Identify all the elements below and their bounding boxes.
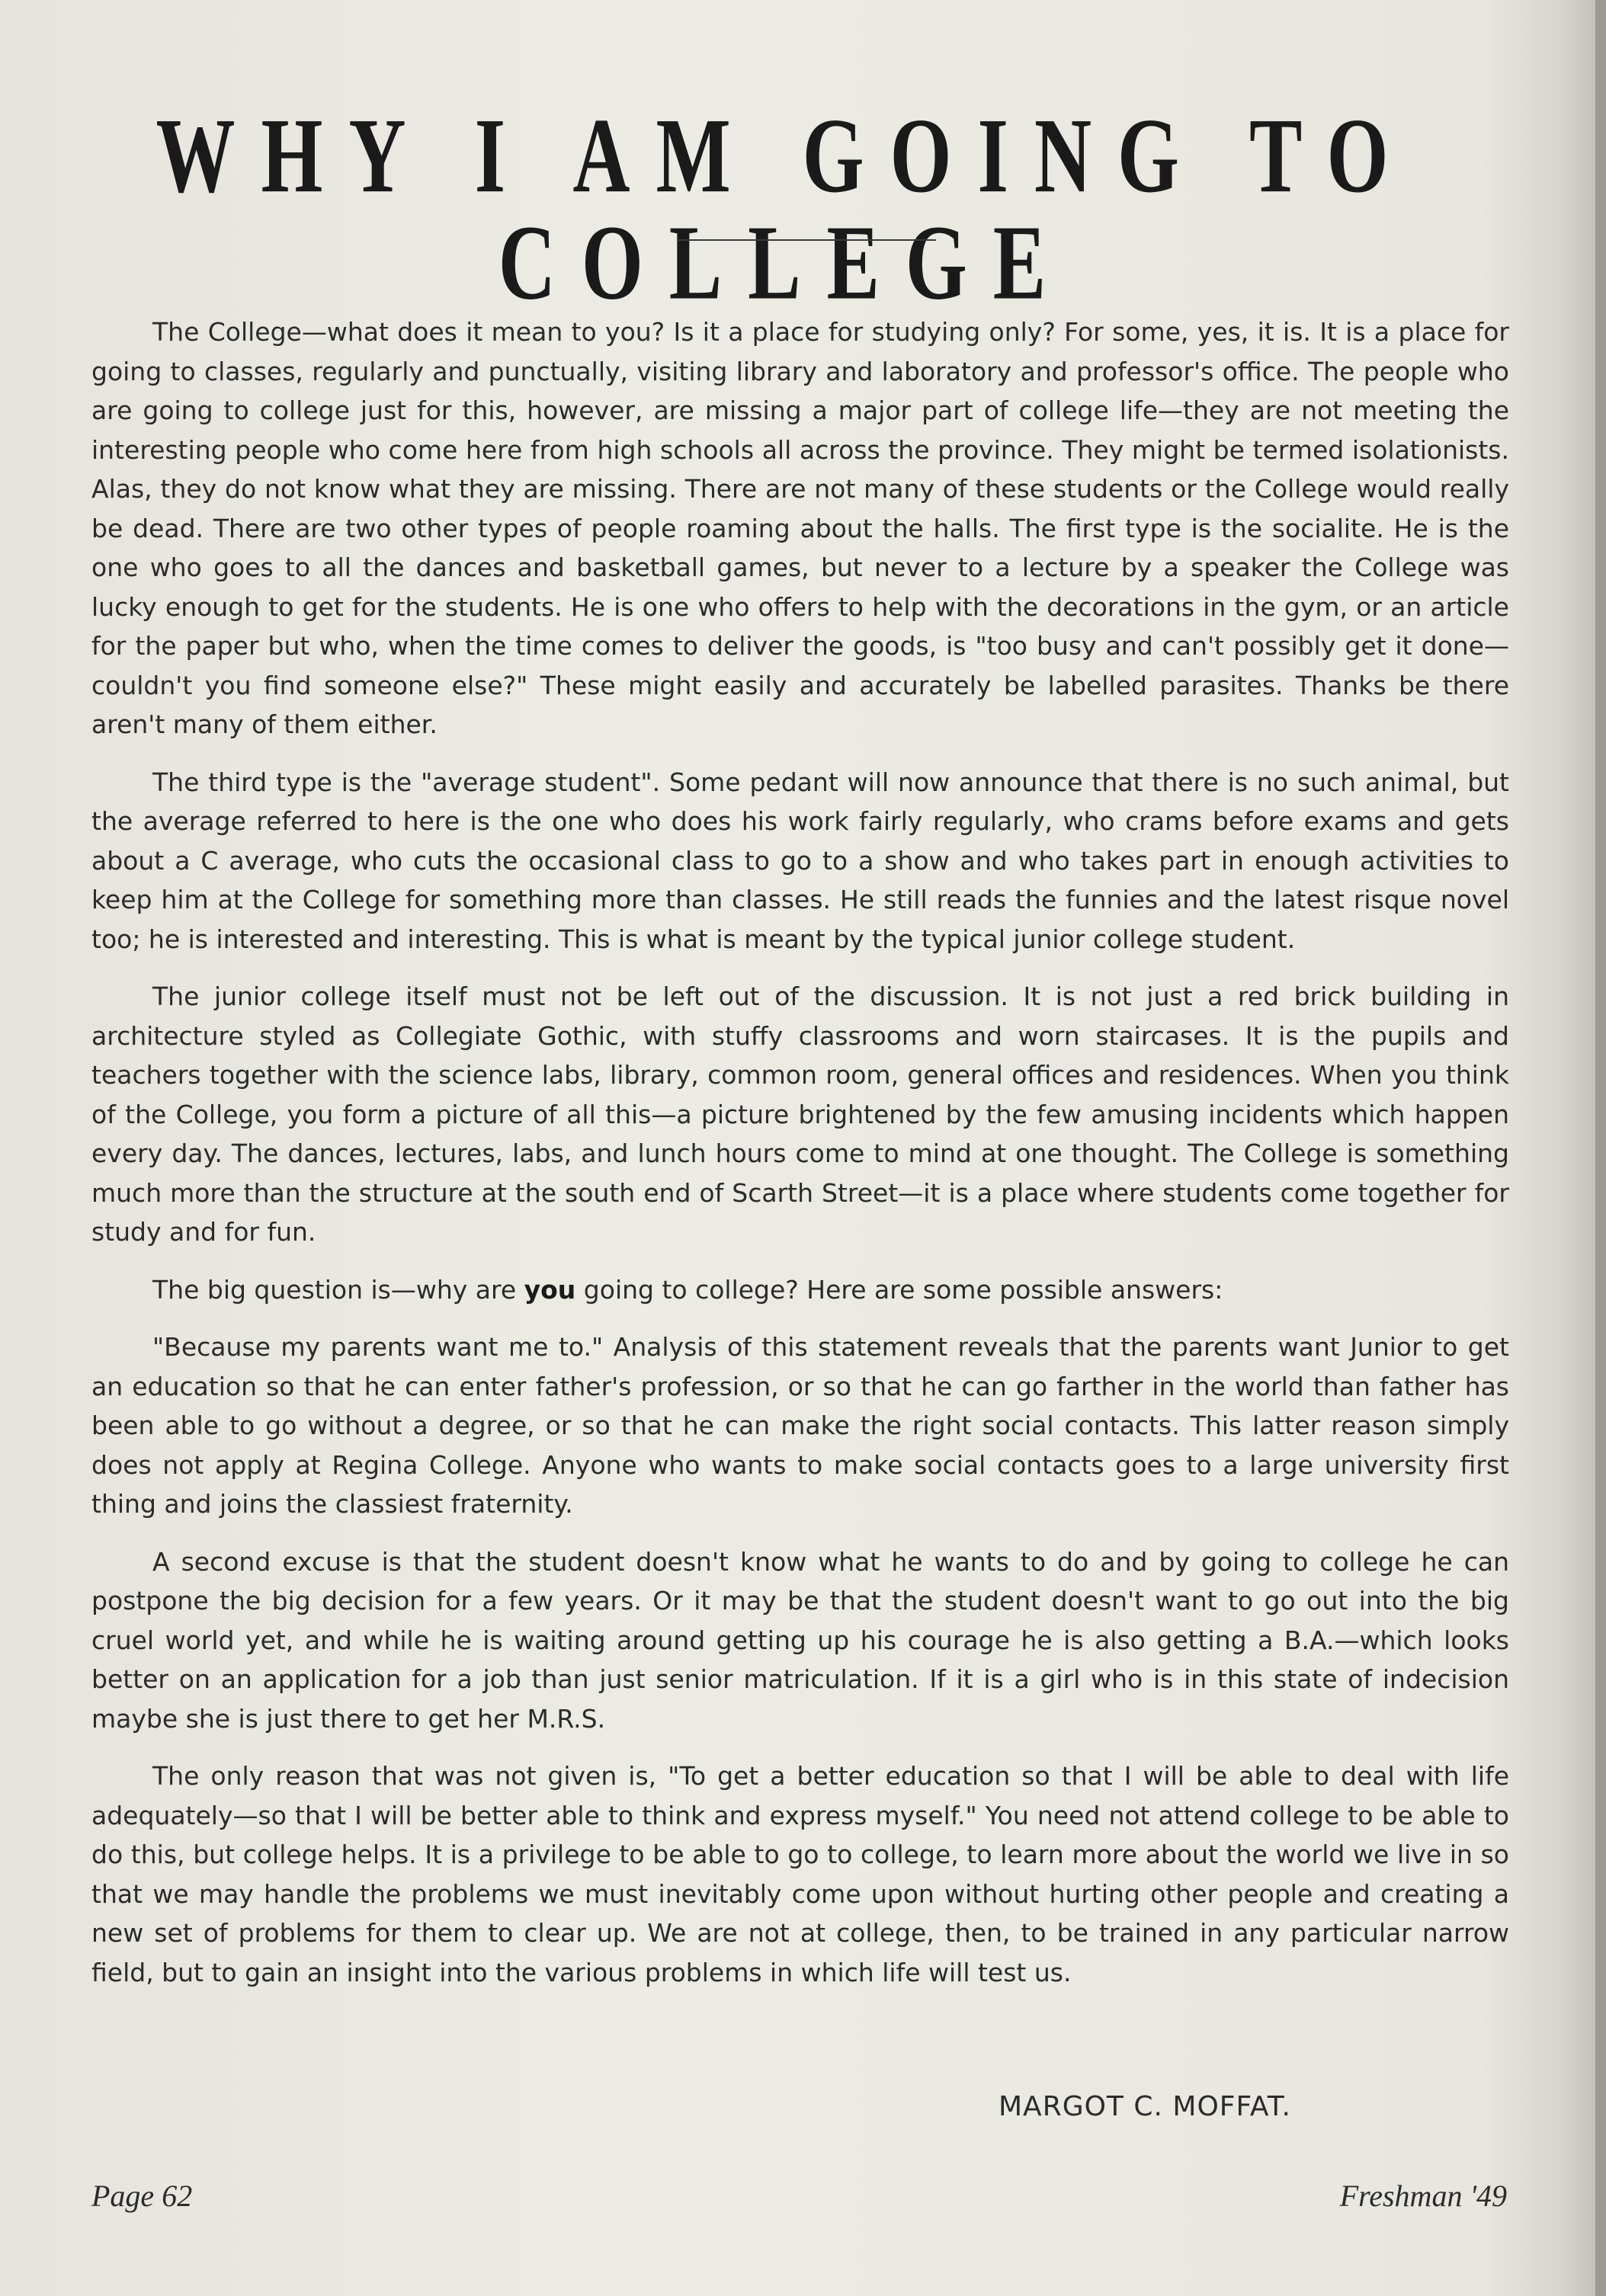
page-edge-shadow	[1595, 0, 1606, 2296]
paragraph-4-start: The big question is—why are	[152, 1274, 524, 1305]
paragraph-4-end: going to college? Here are some possible answers:	[575, 1274, 1223, 1305]
paragraph-4-emphasis: you	[524, 1274, 576, 1305]
page-number: Page 62	[91, 2179, 193, 2213]
paragraph-5: "Because my parents want me to." Analysis of this statement reveals that the parents want Junior to get an education so that he can enter father's profession, or so that he can go farther in the world than father has been able to go without a degree, or so that he can make the right social contacts. This latter reason simply does not apply at Regina College. Anyone who wants to make social contacts goes to a large university first thing and joins the classiest fraternity.	[91, 1332, 1509, 1519]
paragraph-4	[91, 1270, 1509, 1310]
title-divider	[677, 239, 936, 241]
article-body	[91, 312, 1509, 2010]
paragraph-2: The third type is the "average student". Some pedant will now announce that there is no such animal, but the average referred to here is the one who does his work fairly regularly, who crams before exams and gets about a C average, who cuts the occasional class to go to a show and who takes part in enough activities to keep him at the College for something more than classes. He still reads the funnies and the latest risque novel too; he is interested and interesting. This is what is meant by the typical junior college student.	[91, 767, 1509, 954]
publication-name: Freshman '49	[1339, 2179, 1507, 2213]
article-title: WHY I AM GOING TO COLLEGE	[155, 96, 1415, 322]
author-signature: MARGOT C. MOFFAT.	[999, 2091, 1291, 2122]
paragraph-1: The College—what does it mean to you? Is it a place for studying only? For some, yes, it is. It is a place for going to classes, regularly and punctually, visiting library and laboratory and professor's office. The people who are going to college just for this, however, are missing a major part of college life—they are not meeting the interesting people who come here from high schools all across the province. They might be termed isolationists. Alas, they do not know what they are missing. There are not many of these students or the College would really be dead. There are two other types of people roaming about the halls. The first type is the socialite. He is the one who goes to all the dances and basketball games, but never to a lecture by a speaker the College was lucky enough to get for the students. He is one who offers to help with the decorations in the gym, or an article for the paper but who, when the time comes to deliver the goods, is "too busy and can't possibly get it done—couldn't you find someone else?" These might easily and accurately be labelled parasites. Thanks be there aren't many of them either.	[91, 317, 1509, 739]
paragraph-7: The only reason that was not given is, "To get a better education so that I will be able to deal with life adequately—so that I will be better able to think and express myself." You need not attend college to be able to do this, but college helps. It is a privilege to be able to go to college, to learn more about the world we live in so that we may handle the problems we must inevitably come upon without hurting other people and creating a new set of problems for them to clear up. We are not at college, then, to be trained in any particular narrow field, but to gain an insight into the various problems in which life will test us.	[91, 1761, 1509, 1987]
paragraph-6: A second excuse is that the student doesn't know what he wants to do and by going to college he can postpone the big decision for a few years. Or it may be that the student doesn't want to go out into the big cruel world yet, and while he is waiting around getting up his courage he is also getting a B.A.—which looks better on an application for a job than just senior matriculation. If it is a girl who is in this state of indecision maybe she is just there to get her M.R.S.	[91, 1546, 1509, 1734]
paragraph-3: The junior college itself must not be left out of the discussion. It is not just a red brick building in architecture styled as Collegiate Gothic, with stuffy classrooms and worn staircases. It is the pupils and teachers together with the science labs, library, common room, general offices and residences. When you think of the College, you form a picture of all this—a picture brightened by the few amusing incidents which happen every day. The dances, lectures, labs, and lunch hours come to mind at one thought. The College is something much more than the structure at the south end of Scarth Street—it is a place where students come together for study and for fun.	[91, 981, 1509, 1247]
